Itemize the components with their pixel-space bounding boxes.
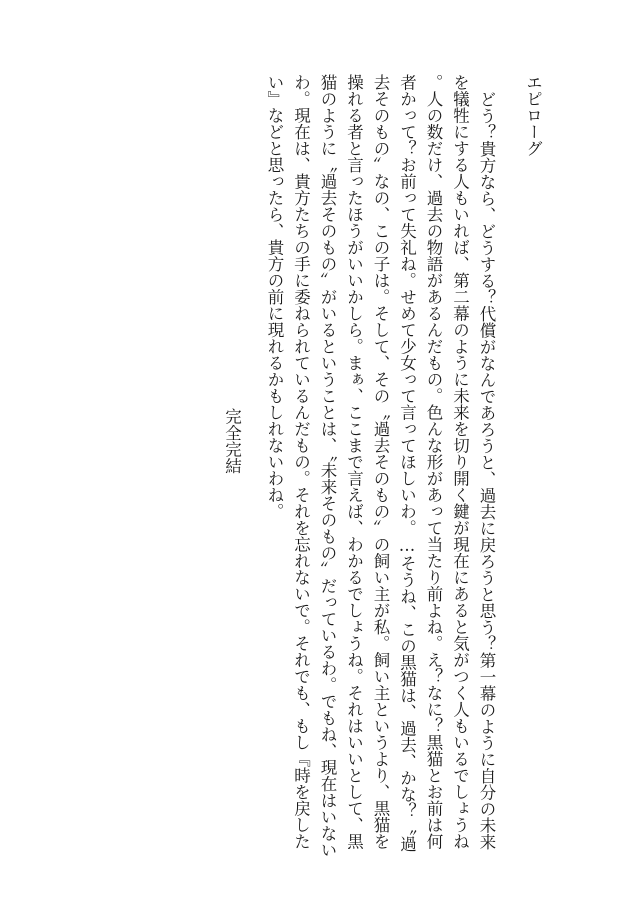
chapter-title: エピローグ <box>523 74 543 157</box>
end-mark: 完全完結 <box>222 408 242 474</box>
body-text <box>265 74 499 864</box>
body-paragraph: どう？貴方なら、どうする？代償がなんであろうと、過去に戻ろうと思う？第一幕のように自分の未来を犠牲にする人もいれば、第二幕のように未来を切り開く鍵が現在にあると気がつく人もいるでしょうね。人の数だけ、過去の物語があるんだもの。色んな形があって当たり前よね。え？なに？黒猫とお前は何者かって？お前って失礼ね。せめて少女って言ってほしいわ。…そうね、この黒猫は、過去、かな？〝過去そのもの〟なの、この子は。そして、その〝過去そのもの〟の飼い主が私。飼い主というより、黒猫を操れる者と言ったほうがいいかしら。まぁ、ここまで言えば、わかるでしょうね。それはいいとして、黒猫のように〝過去そのもの〟がいるということは、〝未来そのもの〟だっているわ。でもね、現在はいないわ。現在は、貴方たちの手に委ねられているんだもの。それを忘れないで。それでも、もし『時を戻したい』などと思ったら、貴方の前に現れるかもしれないわね。 <box>265 74 496 858</box>
